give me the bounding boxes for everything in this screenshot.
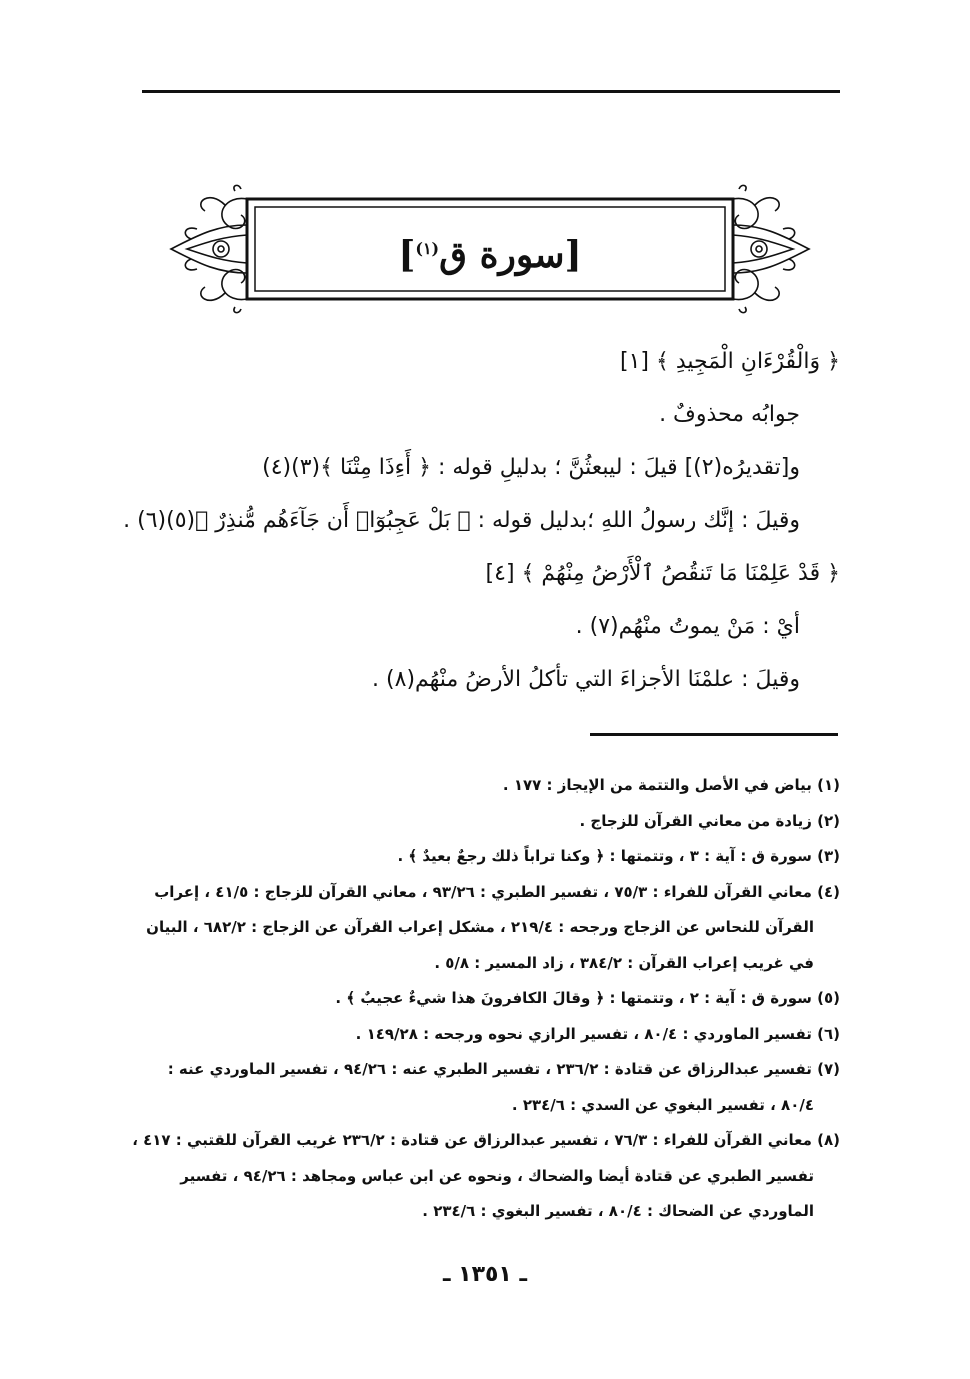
footnote-line: (٧) تفسير عبدالرزاق عن قتادة : ٢٣٦/٢ ، تفسير الطبري عنه : ٩٤/٢٦ ، تفسير الماوردي عنه : [167, 1060, 840, 1078]
header-rule [142, 90, 840, 93]
body-line: ﴿ وَالْقُرْءَانِ الْمَجِيدِ ﴾ [١] [619, 349, 840, 374]
page-number: ـ ١٣٥١ ـ [442, 1262, 528, 1287]
surah-title-frame [165, 185, 815, 313]
body-line: أيْ : مَنْ يموتُ منْهُم(٧) . [575, 614, 800, 639]
body-line: وقيلَ : علمْنَا الأجزاءَ التي تأكلُ الأرضُ منْهُم(٨) . [372, 667, 800, 692]
body-line: ﴿ قَدْ عَلِمْنَا مَا تَنقُصُ ٱلْأَرْضُ مِنْهُمْ ﴾ [٤] [485, 561, 840, 586]
footnote-separator [590, 733, 838, 736]
body-line: وقيلَ : إنَّك رسولُ اللهِ ؛بدليل قوله : ﴿ بَلْ عَجِبُوٓا۟ أَن جَآءَهُم مُّنذِرٌ ﴾(٥)(٦) . [123, 508, 800, 533]
body-line: و[تقديرُه(٢)] قيلَ : ليبعثُنَّ ؛ بدليلِ قوله : ﴿ أَءِذَا مِتْنَا ﴾(٣)(٤) [262, 455, 800, 480]
footnote-line: الماوردي عن الضحاك : ٨٠/٤ ، تفسير البغوي : ٢٣٤/٦ . [422, 1202, 814, 1220]
footnote-line: (٥) سورة ق : آية : ٢ ، وتتمتها : ﴿ وقالَ الكافرونَ هذا شيءٌ عجيبٌ ﴾ . [335, 989, 840, 1007]
surah-title-footnote-ref: (١) [415, 239, 440, 258]
footnote-line: (٣) سورة ق : آية : ٣ ، وتتمتها : ﴿ وكنا تراباً ذلك رجعٌ بعيدٌ ﴾ . [397, 847, 840, 865]
footnotes [132, 768, 840, 1230]
footnote-line: (٤) معاني القرآن للفراء : ٧٥/٣ ، تفسير الطبري : ٩٣/٢٦ ، معاني القرآن للزجاج : ٤١/٥ ، إعراب [154, 882, 840, 901]
surah-title-text: سورة ق [439, 234, 565, 276]
footnote-line: (٦) تفسير الماوردي : ٨٠/٤ ، تفسير الرازي نحوه ورجحه : ١٤٩/٢٨ . [355, 1024, 840, 1043]
footnote-line: ٨٠/٤ ، تفسير البغوي عن السدي : ٢٣٤/٦ . [511, 1095, 814, 1114]
footnote-line: (٢) زيادة من معاني القرآن للزجاج . [579, 811, 840, 830]
footnote-line: القرآن للنحاس عن الزجاج ورجحه : ٢١٩/٤ ، مشكل إعراب القرآن عن الزجاج : ٦٨٢/٢ ، البيان [146, 918, 814, 936]
surah-title: [سورة ق$^{(١)}$] [398, 234, 582, 276]
footnote-line: (٨) معاني القرآن للفراء : ٧٦/٣ ، تفسير عبدالرزاق عن قتادة : ٢٣٦/٢ غريب القرآن للقتبي : ٤١٧ ، [132, 1131, 840, 1149]
commentary-body [120, 335, 840, 706]
body-line: جوابُه محذوفٌ . [659, 402, 800, 427]
footnote-line: في غريب إعراب القرآن : ٣٨٤/٢ ، زاد المسير : ٥/٨ . [434, 953, 814, 972]
footnote-line: (١) بياض في الأصل والتتمة من الإيجاز : ١٧٧ . [502, 776, 840, 794]
footnote-line: تفسير الطبري عن قتادة أيضا والضحاك ، ونحوه عن ابن عباس ومجاهد : ٩٤/٢٦ ، تفسير [180, 1166, 814, 1185]
